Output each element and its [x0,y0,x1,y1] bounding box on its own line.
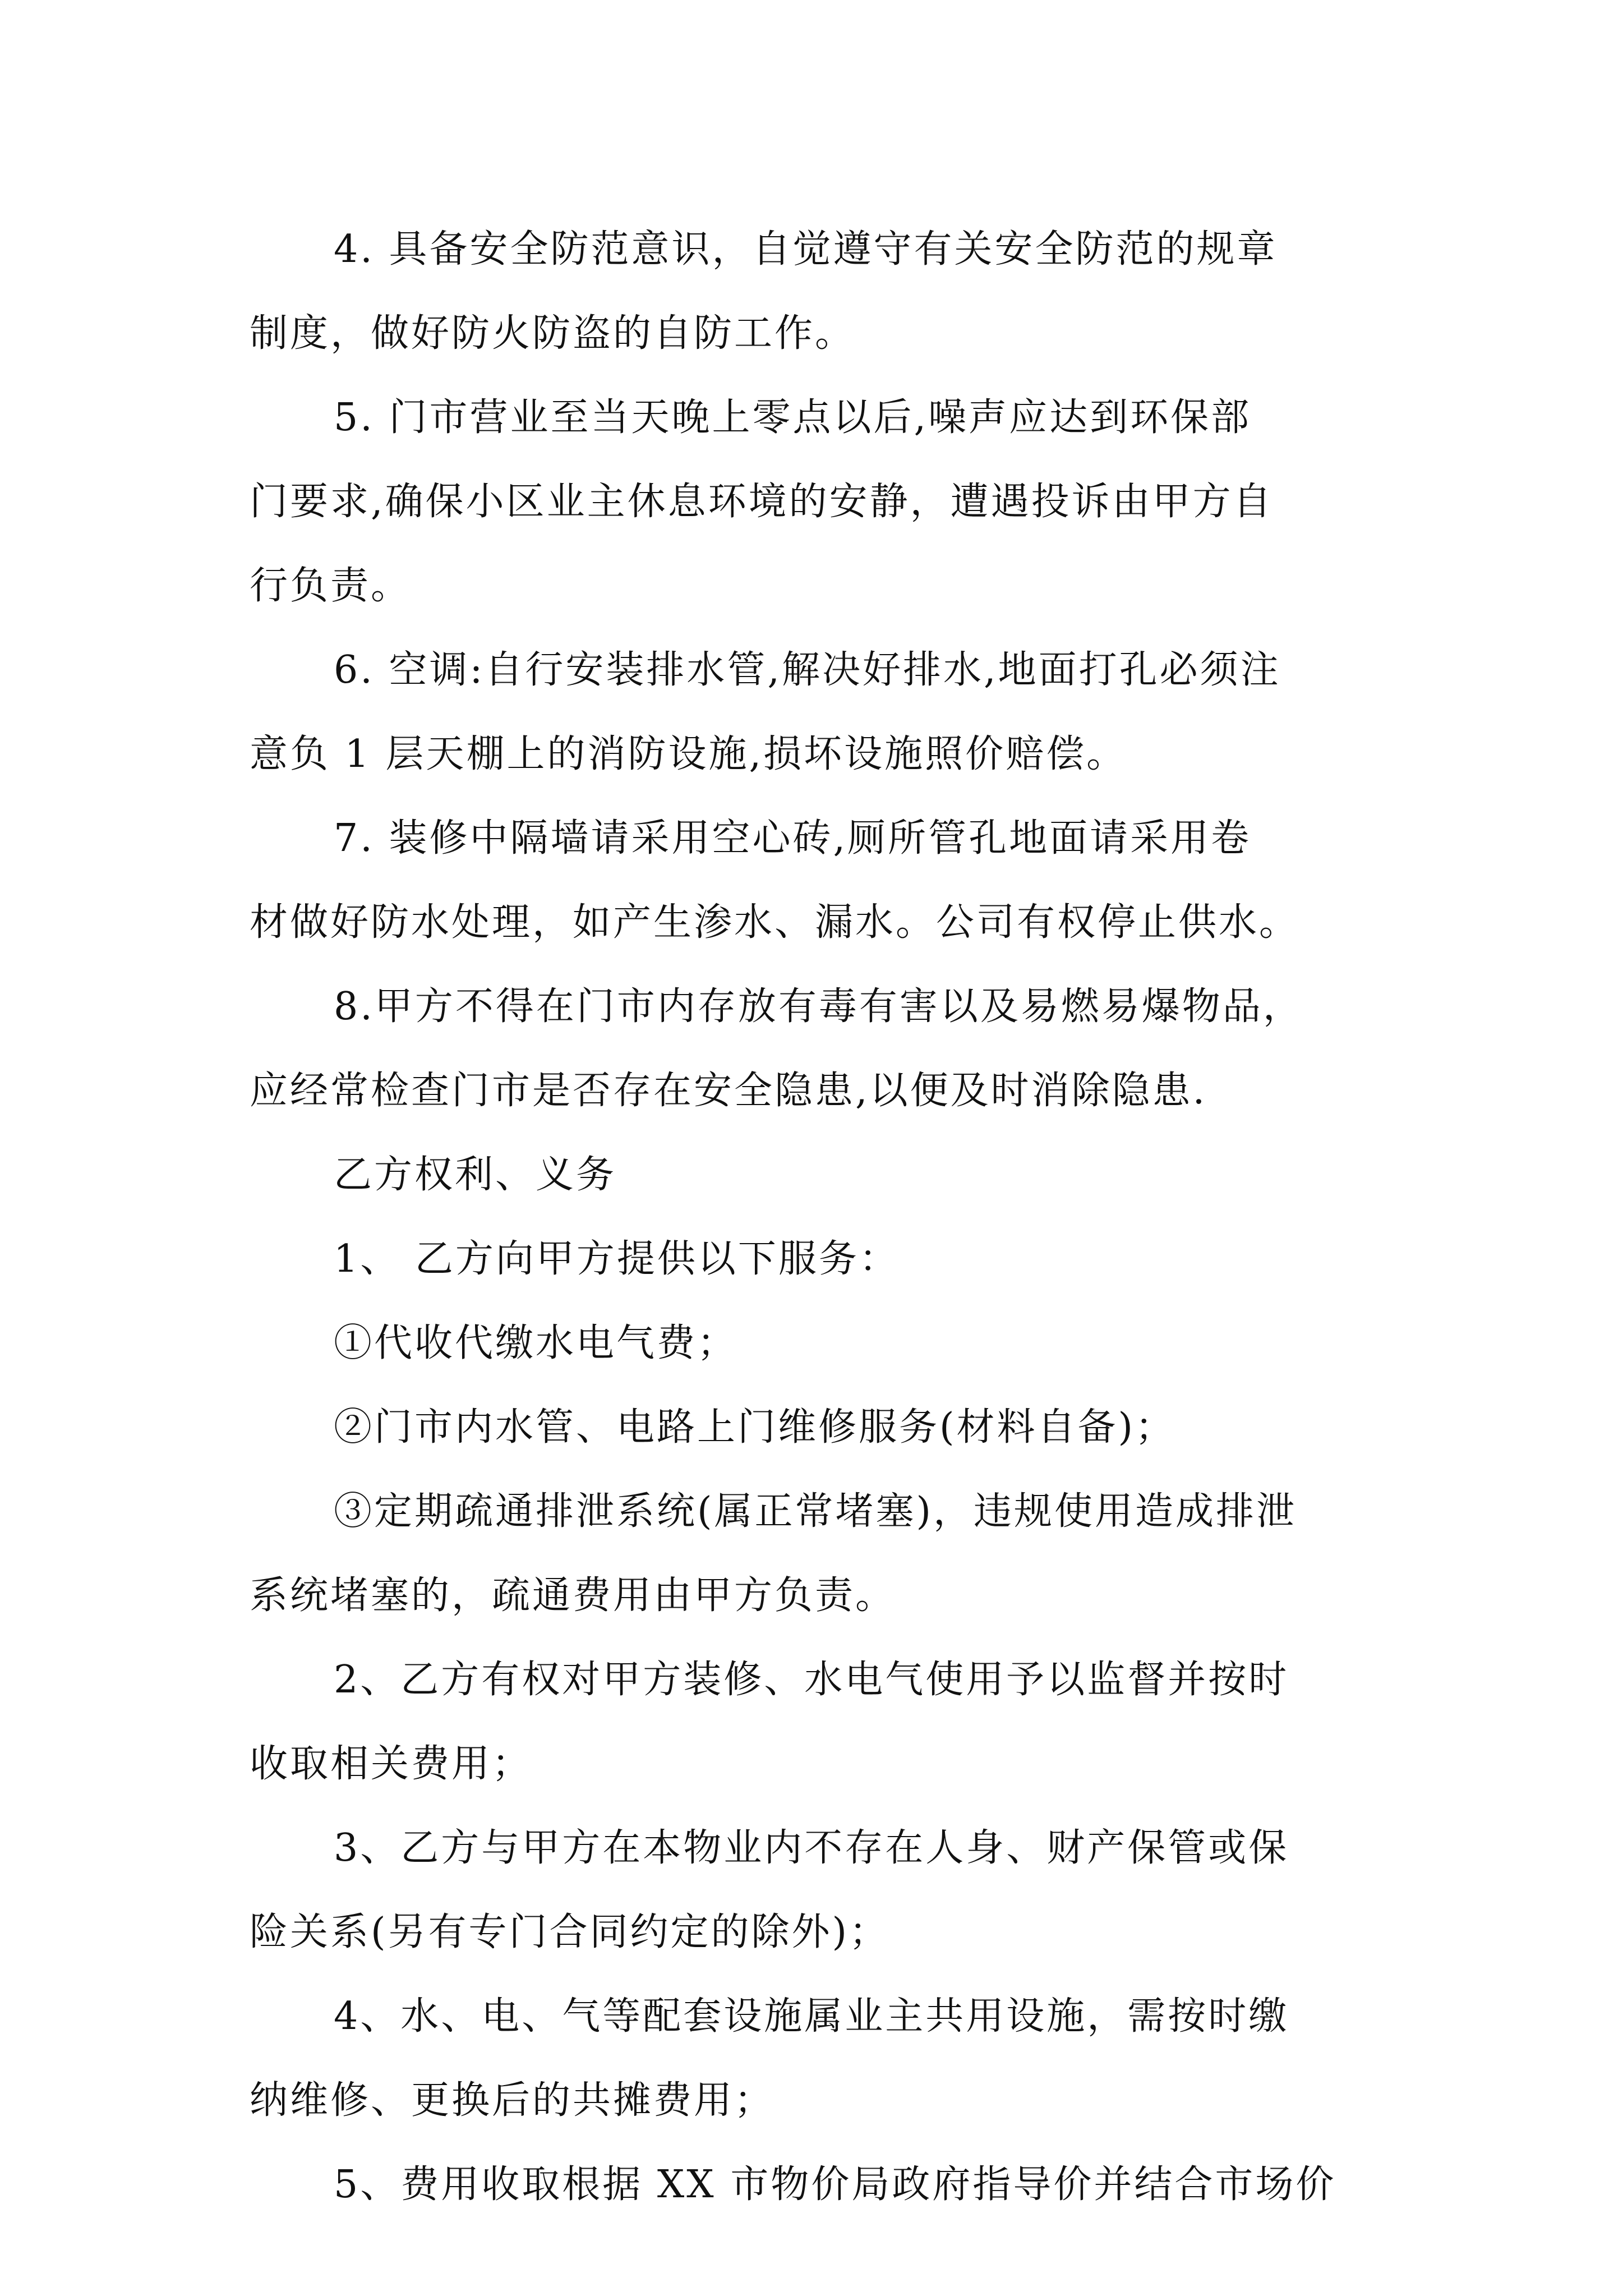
paragraph-line: 纳维修、更换后的共摊费用； [250,2078,775,2123]
list-item: 4、水、电、气等配套设施属业主共用设施，需按时缴 [334,1994,1289,2039]
paragraph-line: 5. 门市营业至当天晚上零点以后,噪声应达到环保部 [334,395,1252,440]
paragraph-line: 制度，做好防火防盗的自防工作。 [250,311,856,356]
paragraph-line: 险关系(另有专门合同约定的除外)； [250,1910,890,1954]
list-item: ③定期疏通排泄系统(属正常堵塞)，违规使用造成排泄 [334,1489,1297,1534]
list-item: 1、 乙方向甲方提供以下服务： [334,1237,900,1281]
section-heading: 乙方权利、义务 [334,1153,617,1197]
list-item: 2、乙方有权对甲方装修、水电气使用予以监督并按时 [334,1658,1289,1702]
paragraph-line: 行负责。 [250,564,412,608]
paragraph-line: 材做好防水处理，如产生渗水、漏水。公司有权停止供水。 [250,900,1300,945]
paragraph-line: 8.甲方不得在门市内存放有毒有害以及易燃易爆物品， [334,984,1303,1029]
paragraph-line: 应经常检查门市是否存在安全隐患,以便及时消除隐患. [250,1069,1207,1113]
paragraph-line: 4. 具备安全防范意识，自觉遵守有关安全防范的规章 [334,227,1278,272]
paragraph-line: 门要求,确保小区业主休息环境的安静，遭遇投诉由甲方自 [250,480,1274,524]
paragraph-line: 7. 装修中隔墙请采用空心砖,厕所管孔地面请采用卷 [334,816,1252,861]
list-item: ②门市内水管、电路上门维修服务(材料自备)； [334,1405,1176,1450]
list-item: ①代收代缴水电气费； [334,1321,738,1365]
paragraph-line: 系统堵塞的，疏通费用由甲方负责。 [250,1573,896,1618]
list-item: 3、乙方与甲方在本物业内不存在人身、财产保管或保 [334,1826,1289,1870]
list-item: 5、费用收取根据 XX 市物价局政府指导价并结合市场价 [334,2162,1336,2207]
paragraph-line: 意负 1 层天棚上的消防设施,损坏设施照价赔偿。 [250,732,1127,776]
paragraph-line: 6. 空调:自行安装排水管,解决好排水,地面打孔必须注 [334,648,1281,692]
document-body [250,208,1394,2227]
paragraph-line: 收取相关费用； [250,1742,533,1786]
